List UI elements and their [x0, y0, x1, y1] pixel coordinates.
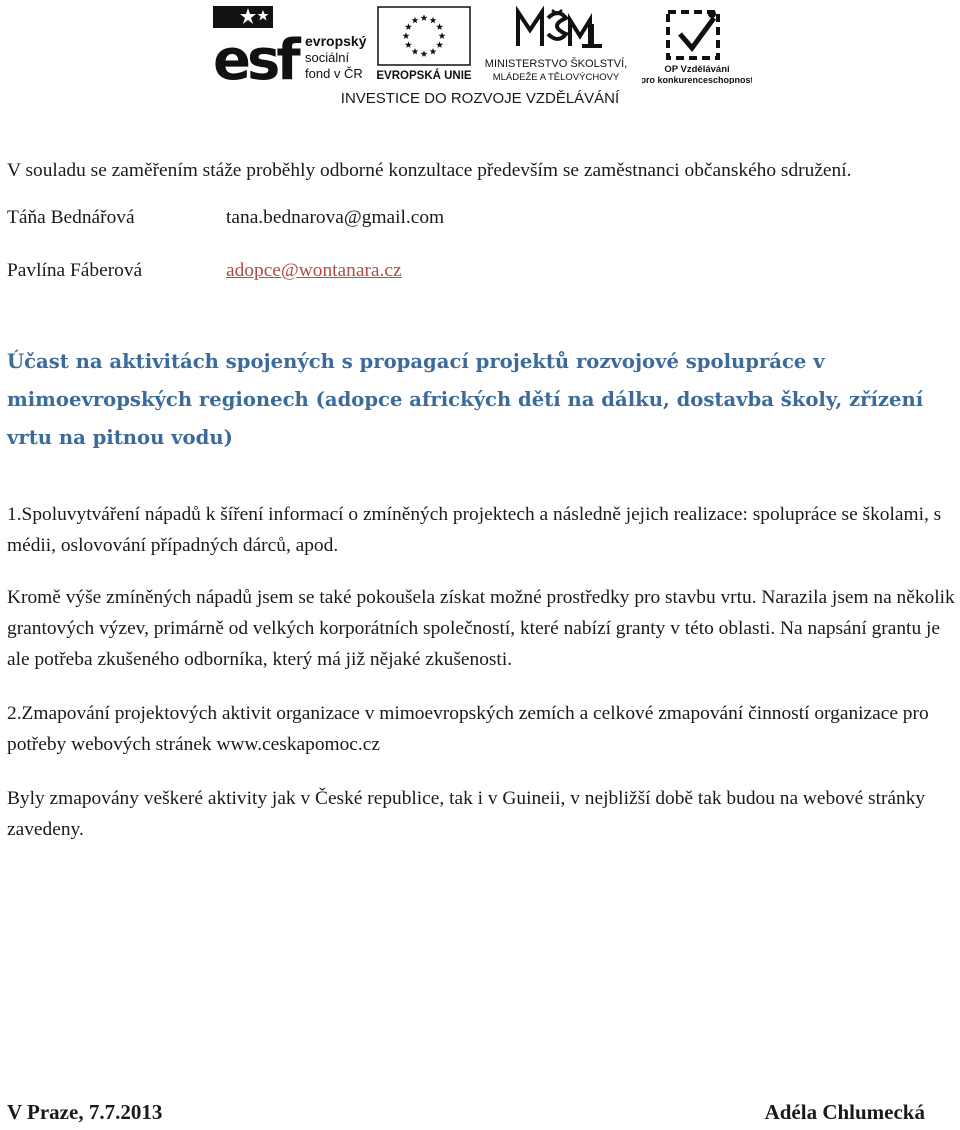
- intro-paragraph: V souladu se zaměřením stáže proběhly odborné konzultace především se zaměstnanci občanského sdružení.: [7, 160, 852, 181]
- document-footer: [7, 1100, 925, 1125]
- place-date: V Praze, 7.7.2013: [7, 1100, 163, 1124]
- esf-logo-graphic: [213, 6, 373, 84]
- contact-row: [7, 191, 955, 244]
- msmt-logo: [478, 6, 638, 84]
- paragraph-1: 1.Spoluvytváření nápadů k šíření informací o zmíněných projektech a následně jejich realizace: spolupráce se školami, s médii, oslovování případných dárců, apod.: [7, 504, 942, 556]
- op-logo-graphic: [642, 4, 752, 84]
- paragraph-4: Byly zmapovány veškeré aktivity jak v České republice, tak i v Guineii, v nejbližší době tak budou na webové stránky zavedeny.: [7, 788, 926, 840]
- document-body: [7, 150, 955, 845]
- eu-caption: EVROPSKÁ UNIE: [377, 70, 472, 82]
- contact-list: [7, 191, 955, 297]
- contact-row: [7, 244, 955, 297]
- msmt-line1: MINISTERSTVO ŠKOLSTVÍ,: [484, 58, 628, 70]
- op-vzdelavani-logo: [642, 4, 752, 84]
- author-name: Adéla Chlumecká: [764, 1100, 925, 1124]
- contact-email: [226, 207, 444, 229]
- section-heading: Účast na aktivitách spojených s propagací projektů rozvojové spolupráce v mimoevropských regionech (adopce afrických dětí na dálku, dostavba školy, zřízení vrtu na pitnou vodu): [7, 350, 924, 449]
- paragraph-2: Kromě výše zmíněných nápadů jsem se také pokoušela získat možné prostředky pro stavbu vrtu. Narazila jsem na několik grantových výzev, primárně od velkých korporátních společností, které nabízí granty v této oblasti. Na napsání grantu je ale potřeba zkušeného odborníka, který má již nějaké zkušenosti.: [7, 587, 955, 670]
- contact-name: Táňa Bednářová: [7, 206, 135, 228]
- esf-logo: [213, 6, 373, 84]
- contact-email: [226, 260, 402, 282]
- msmt-logo-graphic: [478, 6, 638, 84]
- logo-header: [0, 0, 960, 115]
- paragraph-3: 2.Zmapování projektových aktivit organizace v mimoevropských zemích a celkové zmapování činností organizace pro potřeby webových stránek www.ceskapomoc.cz: [7, 703, 929, 755]
- esf-line2: sociální: [305, 50, 350, 65]
- msmt-line2: MLÁDEŽE A TĚLOVÝCHOVY: [492, 72, 620, 83]
- op-line2: pro konkurenceschopnost: [642, 75, 752, 84]
- op-line1: OP Vzdělávání: [664, 64, 730, 75]
- investment-banner: [0, 90, 960, 107]
- esf-line1: evropský: [305, 33, 367, 49]
- contact-email-text: tana.bednarova@gmail.com: [226, 206, 445, 228]
- eu-flag-graphic: [377, 6, 472, 82]
- eu-flag-logo: [377, 6, 472, 82]
- contact-name: Pavlína Fáberová: [7, 259, 143, 281]
- esf-mark: esf: [213, 28, 297, 84]
- investment-banner-text: INVESTICE DO ROZVOJE VZDĚLÁVÁNÍ: [340, 90, 620, 107]
- esf-line3: fond v ČR: [305, 66, 363, 81]
- contact-email-link[interactable]: adopce@wontanara.cz: [226, 259, 402, 281]
